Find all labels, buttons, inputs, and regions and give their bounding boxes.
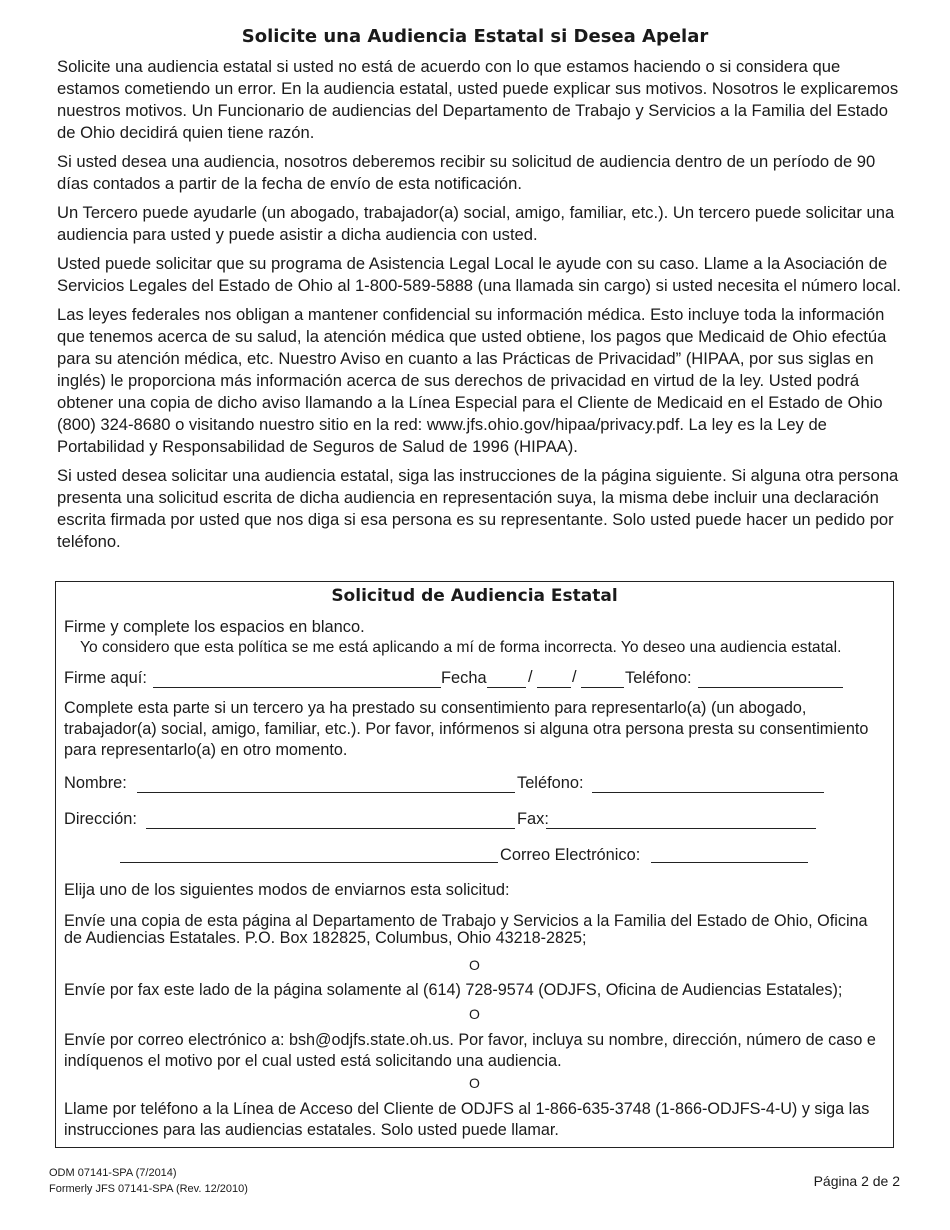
option-email: Envíe por correo electrónico a: bsh@odjfs.state.oh.us. Por favor, incluya su nombre, dirección, número de caso e indíquenos el motivo por el cual usted está solicitando una audiencia. [64,1031,876,1070]
email-extra-field[interactable] [120,862,498,863]
page-number: Página 2 de 2 [813,1173,900,1189]
option-phone: Llame por teléfono a la Línea de Acceso del Cliente de ODJFS al 1-866-635-3748 (1-866-ODJFS-4-U) y siga las instrucciones para las audiencias estatales. Solo usted puede llamar. [64,1100,870,1139]
date-label: Fecha [441,669,487,687]
address-label: Dirección: [64,810,137,828]
or-separator: O [469,1075,480,1091]
email-field[interactable] [651,862,808,863]
rep-phone-label: Teléfono: [517,774,584,792]
intro-paragraph: Si usted desea una audiencia, nosotros deberemos recibir su solicitud de audiencia dentro de un período de 90 días contados a partir de la fecha de envío de esta notificación. [57,152,876,193]
intro-paragraph: Las leyes federales nos obligan a mantener confidencial su información médica. Esto incluye toda la información que tenemos acerca de su salud, la atención médica que usted obtiene, los pagos que Medicaid de Ohio efectúa para su atención médica, etc. Nuestro Aviso en cuanto a las Prácticas de Privacidad” (HIPAA, por sus siglas en inglés) le proporciona más información acerca de sus derechos de privacidad en virtud de la ley. Usted podrá obtener una copia de dicho aviso llamando a la Línea Especial para el Cliente de Medicaid en el Estado de Ohio (800) 324-8680 o visitando nuestro sitio en la red: www.jfs.ohio.gov/hipaa/privacy.pdf. La ley es la Ley de Portabilidad y Responsabilidad de Seguros de Salud de 1996 (HIPAA). [57,305,887,456]
intro-paragraph: Si usted desea solicitar una audiencia estatal, siga las instrucciones de la página siguiente. Si alguna otra persona presenta una solicitud escrita de dicha audiencia en representación suya, la misma debe incluir una declaración escrita firmada por usted que nos diga si esa persona es su representante. Solo usted puede hacer un pedido por teléfono. [57,466,899,551]
name-field[interactable] [137,792,515,793]
name-label: Nombre: [64,774,127,792]
or-separator: O [469,957,480,973]
form-instruction: Firme y complete los espacios en blanco. [64,618,365,636]
form-title: Solicitud de Audiencia Estatal [331,586,618,606]
date-separator: / [528,668,533,686]
page-title: Solicite una Audiencia Estatal si Desea Apelar [241,26,709,47]
intro-paragraph: Un Tercero puede ayudarle (un abogado, trabajador(a) social, amigo, familiar, etc.). Un tercero puede solicitar una audiencia para usted y puede asistir a dicha audiencia con usted. [57,203,895,244]
address-field[interactable] [146,828,515,829]
rep-phone-field[interactable] [592,792,824,793]
hearing-request-form [55,581,894,1148]
former-form-number: Formerly JFS 07141-SPA (Rev. 12/2010) [49,1183,248,1195]
email-label: Correo Electrónico: [500,846,641,864]
or-separator: O [469,1006,480,1022]
fax-label: Fax: [517,810,549,828]
phone-label: Teléfono: [625,669,692,687]
date-day-field[interactable] [537,687,571,688]
option-mail: Envíe una copia de esta página al Departamento de Trabajo y Servicios a la Familia del Estado de Ohio, Oficina de Audiencias Estatales. P.O. Box 182825, Columbus, Ohio 43218-2825; [64,912,868,947]
phone-field[interactable] [698,687,843,688]
hearing-statement: Yo considero que esta política se me está aplicando a mí de forma incorrecta. Yo deseo una audiencia estatal. [80,639,842,656]
intro-section [57,56,905,560]
intro-paragraph: Usted puede solicitar que su programa de Asistencia Legal Local le ayude con su caso. Llame a la Asociación de Servicios Legales del Estado de Ohio al 1-800-589-5888 (una llamada sin cargo) si usted necesita el número local. [57,254,902,295]
form-number-block [49,1165,248,1197]
date-year-field[interactable] [581,687,624,688]
option-fax: Envíe por fax este lado de la página solamente al (614) 728-9574 (ODJFS, Oficina de Audiencias Estatales); [64,981,843,999]
signature-label: Firme aquí: [64,669,147,687]
signature-field[interactable] [153,687,441,688]
date-separator: / [572,668,577,686]
fax-field[interactable] [546,828,816,829]
date-month-field[interactable] [487,687,526,688]
choose-method-text: Elija uno de los siguientes modos de enviarnos esta solicitud: [64,881,510,899]
form-number: ODM 07141-SPA (7/2014) [49,1167,177,1179]
intro-paragraph: Solicite una audiencia estatal si usted no está de acuerdo con lo que estamos haciendo o si considera que estamos cometiendo un error. En la audiencia estatal, usted puede explicar sus motivos. Nosotros le explicaremos nuestros motivos. Un Funcionario de audiencias del Departamento de Trabajo y Servicios a la Familia del Estado de Ohio decidirá quien tiene razón. [57,57,899,142]
third-party-instructions: Complete esta parte si un tercero ya ha prestado su consentimiento para representarlo(a) (un abogado, trabajador(a) social, amigo, familiar, etc.). Por favor, infórmenos si alguna otra persona presta su consentimiento para representarlo(a) en otro momento. [64,699,869,759]
